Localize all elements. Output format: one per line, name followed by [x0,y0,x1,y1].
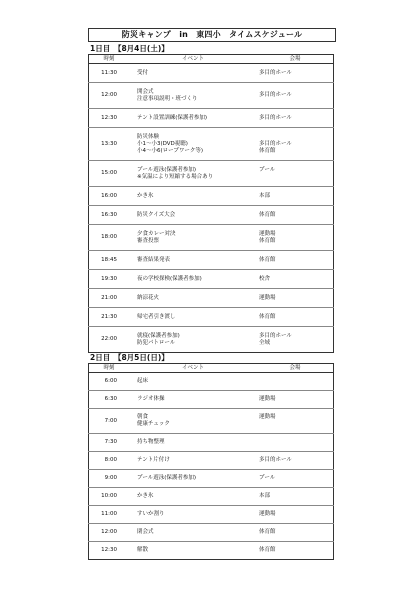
day1-section [88,44,334,353]
time-cell: 10:00 [89,488,130,506]
event-cell [129,109,257,128]
time-cell: 19:30 [89,270,130,289]
table-row [89,524,334,542]
event-text: プール遊泳(保護者参加) [137,166,197,173]
event-cell [129,409,257,434]
event-cell [129,373,257,391]
time-cell: 11:30 [89,64,130,83]
table-row [89,488,334,506]
event-cell [129,83,257,109]
place-text: 多目的ホール [259,69,292,76]
event-text: テント設置訓練(保護者参加) [137,114,208,121]
event-text: 夜の学校探検(保護者参加) [137,275,202,282]
place-cell [257,83,334,109]
event-cell [129,161,257,187]
day2-schedule-table [88,363,334,560]
place-text: 体育館 [259,313,276,320]
place-cell [257,470,334,488]
place-text: 多目的ホール [259,332,292,339]
table-row [89,542,334,560]
table-row [89,128,334,161]
table-row [89,161,334,187]
event-cell [129,391,257,409]
place-text: 多目的ホール [259,114,292,121]
place-cell [257,225,334,251]
day1-rows [89,64,334,353]
place-cell [257,542,334,560]
place-cell [257,270,334,289]
place-text: 多目的ホール [259,92,292,98]
event-cell [129,128,257,161]
place-text: 体育館 [259,529,276,535]
place-text [259,421,333,428]
place-cell [257,128,334,161]
day2-rows [89,373,334,560]
page-title: 防災キャンプ in 東四小 タイムスケジュール [88,28,336,42]
time-cell: 13:30 [89,128,130,161]
table-header-row [89,55,334,64]
time-cell: 15:00 [89,161,130,187]
time-cell: 12:30 [89,109,130,128]
event-text: かき氷 [137,192,154,199]
place-text: 校舎 [259,275,271,282]
place-text: 多目的ホール [259,457,292,463]
table-row [89,225,334,251]
event-cell [129,524,257,542]
event-cell [129,434,257,452]
place-cell [257,452,334,470]
event-text: 起床 [137,378,149,384]
time-cell: 22:00 [101,336,117,342]
place-text [259,439,333,446]
table-row [89,434,334,452]
event-text: 小1～小3(DVD視聴) [137,140,188,147]
place-cell [257,524,334,542]
day1-schedule-table [88,54,334,353]
table-row [89,506,334,524]
place-cell [257,488,334,506]
event-cell [129,206,257,225]
table-row [89,289,334,308]
time-cell: 18:45 [89,251,130,270]
event-text: ラジオ体操 [137,396,165,402]
event-text: 就寝(保護者参加) [137,332,180,339]
event-cell [129,225,257,251]
time-cell: 7:30 [89,434,130,452]
place-cell [257,327,334,353]
time-cell: 21:30 [89,308,130,327]
place-text: 本部 [259,493,271,499]
place-cell [257,373,334,391]
time-cell: 11:00 [89,506,130,524]
place-text [259,174,333,181]
place-cell [257,434,334,452]
table-row [89,270,334,289]
place-text [259,378,333,385]
table-row [89,251,334,270]
time-header: 時刻 [89,364,130,373]
event-text: 朝食 [137,414,149,420]
event-text: 開会式 [137,88,154,95]
place-text [259,134,333,141]
table-row [89,64,334,83]
event-text: 受付 [137,69,149,76]
event-cell [129,289,257,308]
time-cell: 16:00 [89,187,130,206]
place-cell [257,391,334,409]
table-row [89,308,334,327]
event-text: かき氷 [137,493,154,499]
event-text: 審査結果発表 [137,256,171,263]
place-cell [257,187,334,206]
time-cell: 6:30 [89,391,130,409]
place-text: 体育館 [259,256,276,263]
place-text: 運動場 [259,511,276,517]
table-row [89,187,334,206]
table-row [89,373,334,391]
event-text: 持ち物整理 [137,439,165,445]
event-text: ※気温により短縮する場合あり [137,173,214,180]
time-cell: 21:00 [89,289,130,308]
table-row [89,327,334,353]
place-cell [257,251,334,270]
place-cell [257,206,334,225]
event-text: 防犯パトロール [137,339,176,346]
event-text: 納涼花火 [137,294,160,301]
place-text: 運動場 [259,294,276,301]
time-cell: 18:00 [89,225,130,251]
place-text: 体育館 [259,237,276,244]
time-cell: 9:00 [89,470,130,488]
time-cell: 8:00 [89,452,130,470]
event-cell [129,542,257,560]
event-cell [129,470,257,488]
place-cell [257,289,334,308]
place-text: 本部 [259,192,271,199]
place-header: 会場 [257,364,334,373]
table-row [89,409,334,434]
event-cell [129,488,257,506]
place-cell [257,409,334,434]
time-cell: 7:00 [89,409,130,434]
place-text: プール [259,166,276,173]
place-text: 体育館 [259,147,276,154]
event-cell [129,506,257,524]
day1-label: 1日目 【8月4日(土)】 [90,44,169,53]
event-text: 審査投票 [137,237,160,244]
event-text: プール遊泳(保護者参加) [137,475,197,481]
place-cell [257,64,334,83]
place-text: 運動場 [259,414,276,420]
event-text: 防災クイズ大会 [137,211,176,218]
time-cell: 12:00 [89,524,130,542]
event-text: 帰宅者引き渡し [137,313,176,320]
place-header: 会場 [257,55,334,64]
event-cell [129,64,257,83]
place-cell [257,161,334,187]
event-cell [129,327,257,353]
place-text: 体育館 [259,211,276,218]
event-text: 健康チェック [137,421,170,427]
place-cell [257,308,334,327]
event-cell [129,452,257,470]
event-cell [129,270,257,289]
place-text: 運動場 [259,230,276,237]
place-cell [257,109,334,128]
day2-label: 2日目 【8月5日(日)】 [90,353,169,362]
event-cell [129,308,257,327]
event-text: 防災体験 [137,133,160,140]
table-row [89,83,334,109]
event-text: 閉会式 [137,529,154,535]
table-row [89,391,334,409]
place-text: 多目的ホール [259,140,292,147]
event-cell [129,251,257,270]
place-text: 全域 [259,339,271,346]
event-cell [129,187,257,206]
place-text: 体育館 [259,547,276,553]
event-text: 夕食カレー対決 [137,230,176,237]
event-header: イベント [129,55,257,64]
table-row [89,206,334,225]
table-row [89,452,334,470]
time-cell: 12:00 [89,83,130,109]
table-row [89,470,334,488]
time-cell: 12:30 [101,547,117,553]
event-text: 注意事項説明・班づくり [137,95,198,102]
event-text: すいか割り [137,511,165,517]
table-header-row [89,364,334,373]
event-text: 小4～小6(ロープワーク等) [137,147,204,154]
place-text: 運動場 [259,396,276,402]
day2-section [88,353,334,560]
table-row [89,109,334,128]
place-text: プール [259,475,276,481]
time-cell: 16:30 [89,206,130,225]
event-header: イベント [129,364,257,373]
event-text: 解散 [137,547,149,553]
time-cell: 6:00 [89,373,130,391]
event-text: テント片付け [137,457,170,463]
place-cell [257,506,334,524]
time-header: 時刻 [89,55,130,64]
